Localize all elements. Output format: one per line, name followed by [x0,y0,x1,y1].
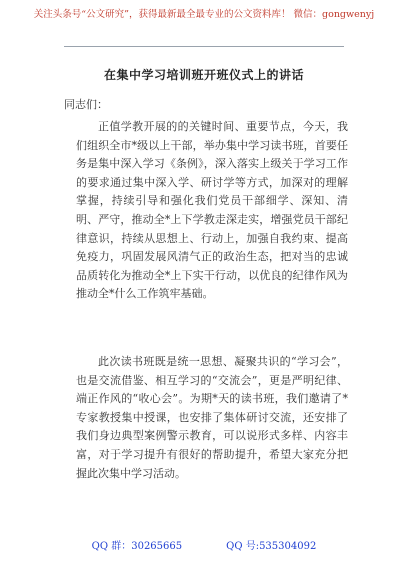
promo-header: 关注头条号“公文研究”，获得最新最全最专业的公文资料库！ 微信：gongwenyj [33,9,375,20]
greeting: 同志们： [64,98,108,111]
contact-footer [0,537,408,552]
qq-group-number: QQ 群：30265665 [91,541,183,552]
document-title: 在集中学习培训班开班仪式上的讲话 [103,68,304,82]
qq-account-number: QQ 号:535304092 [226,541,317,552]
paragraph-1: 正值学教开展的的关键时间、重要节点，今天，我们组织全市*级以上干部，举办集中学习读书班，首要任务是集中深入学习《条例》，深入落实上级关于学习工作的要求通过集中深入学、研讨学等方式，加深对的理解掌握，持续引导和强化我们党员干部细学、深知、清明、严守，推动全*上下学教走深走实，增强党员干部纪律意识，持续从思想上、行动上，加强自我约束、提高免疫力，巩固发展风清气正的政治生态，把对当的忠诚品质转化为推动全*上下实干行动，以优良的纪律作风为推动全*什么工作筑牢基础。 [76,120,348,301]
paragraph-2: 此次读书班既是统一思想、凝聚共识的“学习会”，也是交流借鉴、相互学习的“交流会”，更是严明纪律、端正作风的“收心会”。为期*天的读书班，我们邀请了*专家教授集中授课，也安排了集体研讨交流，还安排了我们身边典型案例警示教育，可以说形式多样、内容丰富，对于学习提升有很好的帮助提升，希望大家充分把握此次集中学习活动。 [76,355,348,480]
header-divider [64,46,344,47]
